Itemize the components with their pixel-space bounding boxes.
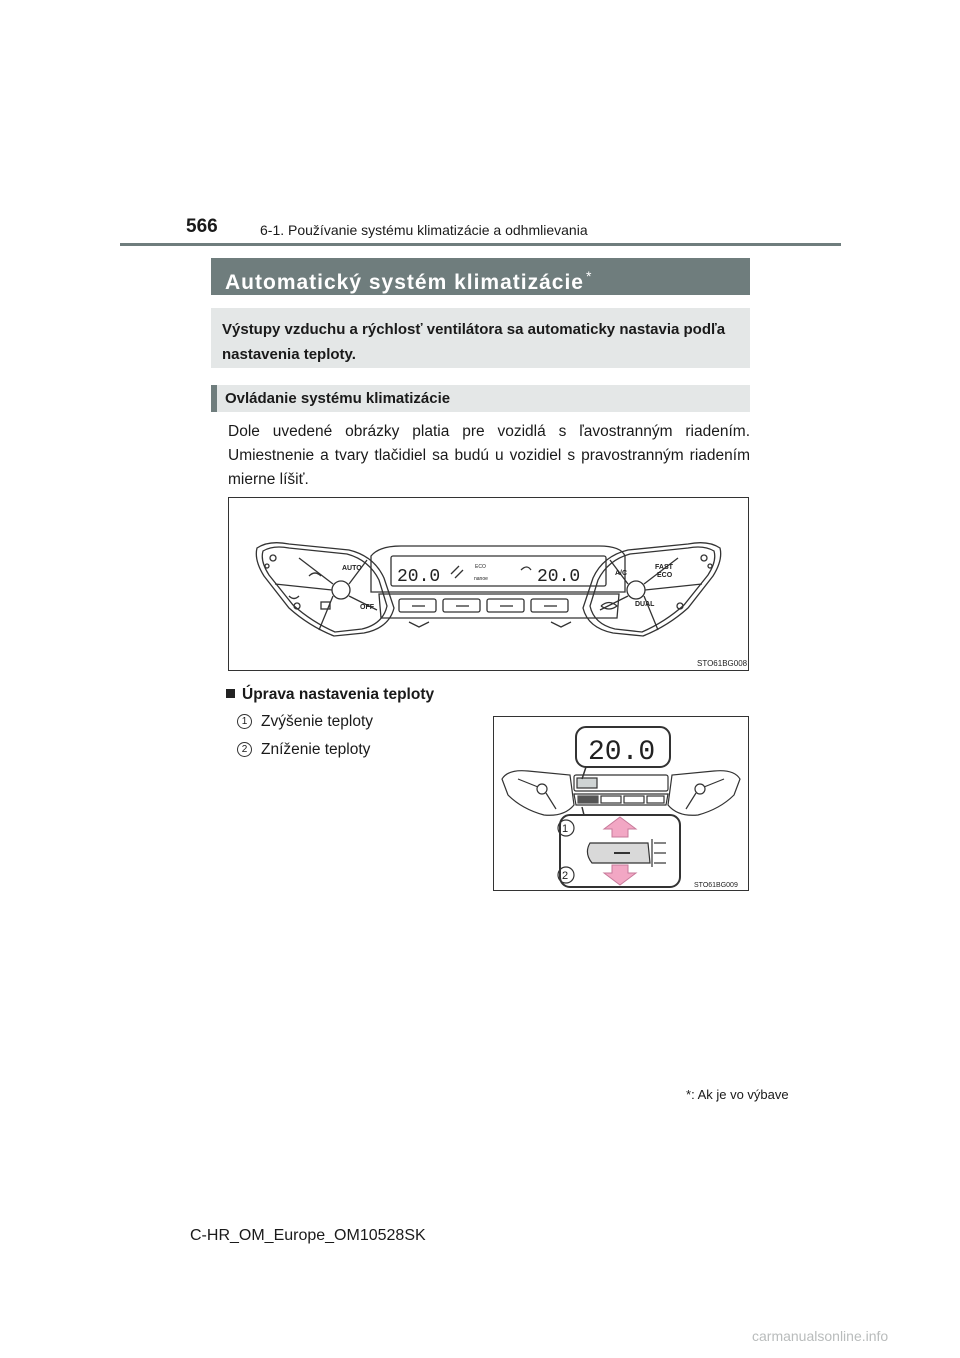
section-title: Automatický systém klimatizácie [225, 271, 584, 294]
eco-indicator: ECO [475, 564, 486, 570]
callout-1-label: 1 [562, 823, 569, 835]
running-header: 6-1. Používanie systému klimatizácie a odhmlievania [260, 222, 588, 238]
left-temp-readout: 20.0 [397, 567, 441, 587]
subsection-body: Dole uvedené obrázky platia pre vozidlá s ľavostranným riadením. Umiestnenie a tvary tlačidiel sa budú u vozidiel s pravostranným riadením mierne líšiť. [228, 423, 750, 488]
ac-button: A/C [615, 570, 628, 577]
page-number: 566 [186, 216, 218, 237]
dual-button: DUAL [635, 601, 655, 608]
footnote-text: : Ak je vo výbave [691, 1087, 789, 1102]
callout-number: 2 [237, 742, 252, 757]
temperature-adjust-figure [493, 716, 749, 891]
adjust-heading [226, 686, 434, 704]
adjust-item-1 [237, 713, 373, 731]
footnote [686, 1087, 789, 1102]
adjust-item-label: Zvýšenie teploty [261, 713, 373, 730]
bullet-square-icon [226, 689, 235, 698]
section-intro: Výstupy vzduchu a rýchlosť ventilátora sa automaticky nastavia podľa nastavenia teploty. [211, 308, 750, 368]
subsection-title: Ovládanie systému klimatizácie [211, 385, 750, 412]
footnote-marker: * [686, 1087, 692, 1102]
footer-doc-id: C-HR_OM_Europe_OM10528SK [190, 1227, 426, 1244]
right-temp-readout: 20.0 [537, 567, 581, 587]
callout-temp-readout: 20.0 [588, 737, 656, 768]
adjust-item-2 [237, 741, 370, 759]
callout-2-label: 2 [562, 870, 569, 882]
climate-panel-drawing [229, 498, 748, 670]
climate-panel-figure [228, 497, 749, 671]
off-button: OFF [360, 604, 374, 611]
figure-code: STO61BG009 [694, 882, 738, 889]
figure-code: STO61BG008 [697, 659, 748, 668]
fast-eco-button: ECO [657, 572, 673, 579]
arrow-up-icon [604, 817, 636, 837]
temperature-adjust-drawing [494, 717, 748, 890]
header-rule [120, 243, 841, 246]
arrow-down-icon [604, 865, 636, 885]
fast-button: FAST [655, 564, 673, 571]
section-title-bar [211, 258, 750, 295]
adjust-item-label: Zníženie teploty [261, 741, 371, 758]
adjust-heading-text: Úprava nastavenia teploty [242, 686, 435, 703]
watermark: carmanualsonline.info [752, 1328, 889, 1344]
callout-number: 1 [237, 714, 252, 729]
nanoe-indicator: nanoe [474, 576, 488, 582]
optional-equipment-marker: * [585, 268, 593, 284]
auto-button: AUTO [342, 565, 362, 572]
